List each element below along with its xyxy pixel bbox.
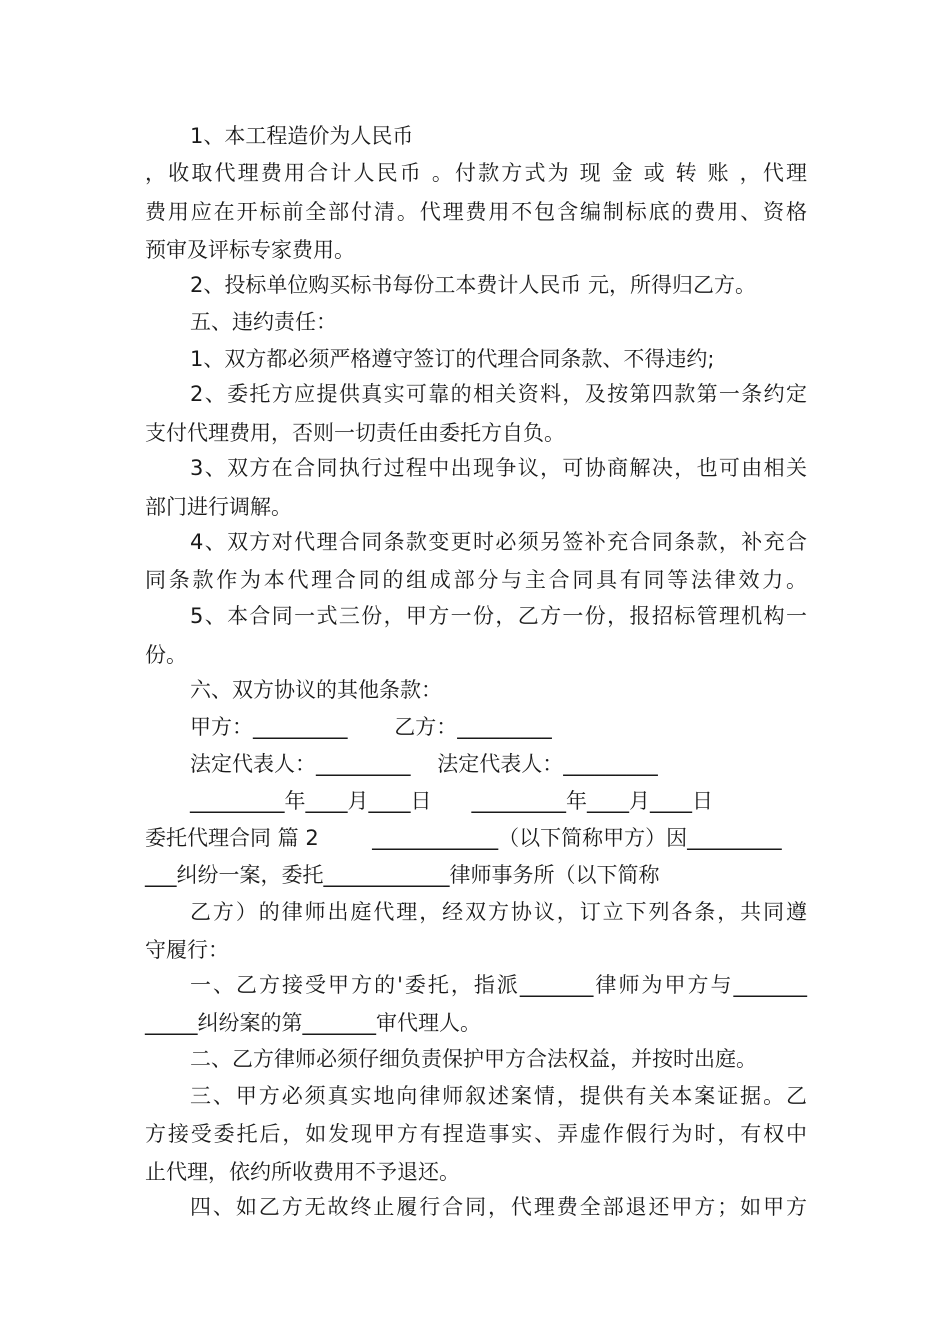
clause-5-item-5: 5、本合同一式三份，甲方一份，乙方一份，报招标管理机构一 bbox=[190, 604, 807, 628]
signature-parties: 甲方：_________ 乙方：_________ bbox=[190, 715, 552, 739]
section-heading-other-terms: 六、双方协议的其他条款： bbox=[190, 678, 442, 702]
clause-4-item-1: 1、本工程造价为人民币 bbox=[190, 124, 414, 148]
clause-5-item-2: 2、委托方应提供真实可靠的相关资料，及按第四款第一条约定 bbox=[190, 382, 807, 406]
contract-2-item-1: 一、乙方接受甲方的'委托，指派_______律师为甲方与_______ bbox=[190, 973, 807, 997]
section-heading-breach: 五、违约责任： bbox=[190, 310, 337, 334]
clause-5-item-2-cont: 支付代理费用，否则一切责任由委托方自负。 bbox=[145, 421, 565, 445]
clause-5-item-5-cont: 份。 bbox=[145, 643, 187, 667]
contract-2-item-1-cont: _____纠纷案的第_______审代理人。 bbox=[145, 1011, 481, 1035]
contract-2-item-3-cont: 方接受委托后，如发现甲方有捏造事实、弄虚作假行为时，有权中 bbox=[145, 1122, 807, 1146]
signature-dates: _________年____月____日 _________年____月____日 bbox=[190, 789, 714, 813]
clause-4-item-2: 2、投标单位购买标书每份工本费计人民币 元，所得归乙方。 bbox=[190, 273, 757, 297]
contract-2-item-3: 三、甲方必须真实地向律师叙述案情，提供有关本案证据。乙 bbox=[190, 1084, 807, 1108]
contract-2-intro: ___纠纷一案，委托____________律师事务所（以下简称 bbox=[145, 863, 660, 887]
contract-2-title-line: 委托代理合同 篇 2 ____________（以下简称甲方）因_________ bbox=[145, 826, 782, 850]
contract-2-item-3-cont: 止代理，依约所收费用不予退还。 bbox=[145, 1160, 460, 1184]
clause-5-item-4-cont: 同条款作为本代理合同的组成部分与主合同具有同等法律效力。 bbox=[145, 568, 807, 592]
signature-representatives: 法定代表人：_________ 法定代表人：_________ bbox=[190, 752, 658, 776]
clause-5-item-1: 1、双方都必须严格遵守签订的代理合同条款、不得违约; bbox=[190, 347, 715, 371]
clause-5-item-3: 3、双方在合同执行过程中出现争议，可协商解决，也可由相关 bbox=[190, 456, 807, 480]
clause-5-item-4: 4、双方对代理合同条款变更时必须另签补充合同条款，补充合 bbox=[190, 530, 807, 554]
contract-2-item-2: 二、乙方律师必须仔细负责保护甲方合法权益，并按时出庭。 bbox=[190, 1047, 757, 1071]
contract-2-intro-cont: 守履行： bbox=[145, 938, 229, 962]
clause-4-item-1-cont: 费用应在开标前全部付清。代理费用不包含编制标底的费用、资格 bbox=[145, 200, 807, 224]
clause-5-item-3-cont: 部门进行调解。 bbox=[145, 495, 292, 519]
clause-4-item-1-cont: ，收取代理费用合计人民币 。付款方式为 现 金 或 转 账 ，代理 bbox=[145, 161, 807, 185]
clause-4-item-1-cont: 预审及评标专家费用。 bbox=[145, 238, 355, 262]
contract-2-item-4: 四、如乙方无故终止履行合同，代理费全部退还甲方；如甲方 bbox=[190, 1195, 807, 1219]
contract-2-intro-cont: 乙方）的律师出庭代理，经双方协议，订立下列各条，共同遵 bbox=[190, 900, 807, 924]
